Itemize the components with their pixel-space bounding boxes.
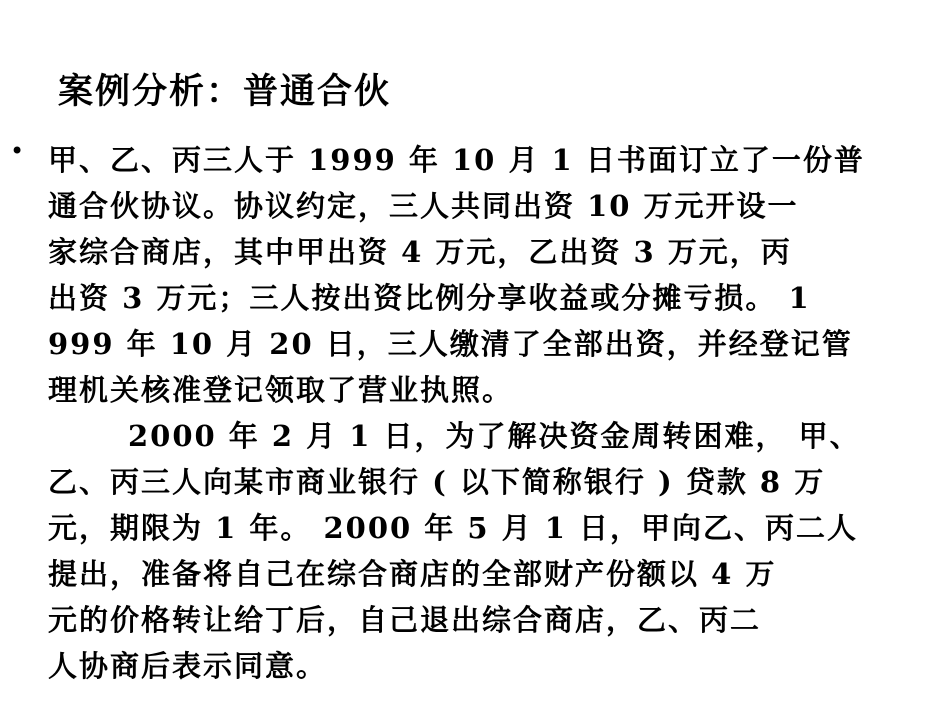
text-line: 元，期限为 1 年。 2000 年 5 月 1 日，甲向乙、丙二人 — [48, 511, 859, 545]
text-line: 出资 3 万元；三人按出资比例分享收益或分摊亏损。 1 — [48, 281, 811, 315]
bullet-point-icon: • — [10, 137, 25, 165]
text-line: 999 年 10 月 20 日，三人缴清了全部出资，并经登记管 — [48, 327, 853, 361]
text-line: 甲、乙、丙三人于 1999 年 10 月 1 日书面订立了一份普 — [48, 143, 865, 177]
text-line: 通合伙协议。协议约定，三人共同出资 10 万元开设一 — [48, 189, 799, 223]
text-line: 元的价格转让给丁后，自己退出综合商店，乙、丙二 — [48, 603, 762, 637]
text-line: 2000 年 2 月 1 日，为了解决资金周转困难， 甲、 — [128, 419, 861, 453]
text-line: 乙、丙三人向某市商业银行 ( 以下简称银行 ) 贷款 8 万 — [48, 465, 826, 499]
text-line: 理机关核准登记领取了营业执照。 — [48, 373, 514, 407]
text-line: 人协商后表示同意。 — [48, 649, 328, 683]
slide-title: 案例分析：普通合伙 — [58, 71, 392, 112]
case-description — [48, 137, 928, 689]
text-line: 提出，准备将自己在综合商店的全部财产份额以 4 万 — [48, 557, 777, 591]
text-line: 家综合商店，其中甲出资 4 万元，乙出资 3 万元，丙 — [48, 235, 792, 269]
